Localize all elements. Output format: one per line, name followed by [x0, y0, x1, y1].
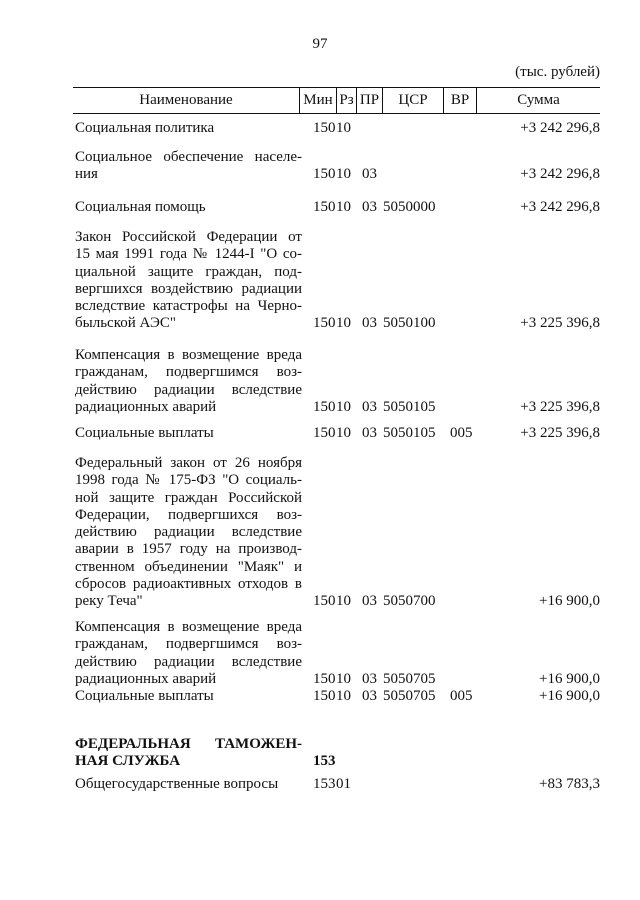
header-pr: ПР — [357, 88, 383, 113]
header-min: Мин — [300, 88, 337, 113]
cell-sum: +16 900,0 — [539, 670, 600, 687]
cell-pr: 03 — [362, 425, 377, 441]
cell-rz: 10 — [336, 199, 351, 215]
row-name-line: Закон Российской Федерации от — [75, 229, 302, 245]
header-vr: ВР — [444, 88, 477, 113]
table-row — [75, 425, 600, 442]
cell-rz: 01 — [336, 776, 351, 792]
cell-sum: +3 225 396,8 — [520, 315, 600, 332]
row-name-line: ФЕДЕРАЛЬНАЯ ТАМОЖЕН- — [75, 736, 302, 752]
page-number: 97 — [312, 36, 328, 52]
row-name — [75, 199, 302, 216]
header-name: Наименование — [73, 88, 300, 113]
row-name-line: Компенсация в возмещение вреда — [75, 619, 302, 635]
cell-rz: 10 — [336, 688, 351, 704]
cell-sum: +16 900,0 — [539, 688, 600, 704]
row-name-line: гражданам, подвергшимся воз- — [75, 636, 302, 653]
cell-pr: 03 — [362, 398, 377, 415]
row-name-line: Федеральный закон от 26 ноября — [75, 455, 302, 471]
cell-sum: +3 225 396,8 — [520, 398, 600, 415]
cell-rz: 10 — [336, 398, 351, 415]
cell-csr: 5050000 — [383, 199, 436, 215]
row-name — [75, 619, 302, 688]
row-name — [75, 736, 302, 771]
cell-pr: 03 — [362, 688, 377, 704]
row-name — [75, 120, 302, 137]
table-row — [75, 736, 600, 771]
cell-min: 150 — [313, 398, 336, 415]
row-name — [75, 347, 302, 416]
row-name-line: реку Теча" — [75, 593, 143, 610]
row-name — [75, 149, 302, 184]
row-name-line: ной защите граждан Российской — [75, 489, 302, 506]
row-name-line: быльской АЭС" — [75, 315, 176, 332]
row-name-line: ственном объединении "Маяк" и — [75, 558, 302, 575]
cell-pr: 03 — [362, 199, 377, 215]
row-name-line: Социальная помощь — [75, 199, 206, 215]
row-name-line: гражданам, подвергшимся воз- — [75, 364, 302, 381]
table-row — [75, 619, 600, 688]
row-name-line: Компенсация в возмещение вреда — [75, 347, 302, 363]
row-name-line: аварии в 1957 году на производ- — [75, 541, 302, 558]
cell-csr: 5050100 — [383, 315, 436, 332]
row-name-line: Общегосударственные вопросы — [75, 776, 279, 792]
row-name-line: радиационных аварий — [75, 670, 217, 687]
header-sum: Сумма — [517, 92, 560, 108]
cell-sum: +16 900,0 — [539, 593, 600, 610]
cell-min: 153 — [313, 753, 336, 770]
cell-min: 150 — [313, 120, 336, 136]
cell-sum: +83 783,3 — [539, 776, 600, 792]
row-name-line: действию радиации вследствие — [75, 381, 302, 398]
cell-rz: 10 — [336, 120, 351, 136]
row-name-line: НАЯ СЛУЖБА — [75, 753, 181, 770]
cell-rz: 10 — [336, 166, 351, 183]
table-row — [75, 455, 600, 611]
cell-rz: 10 — [336, 593, 351, 610]
cell-csr: 5050705 — [383, 688, 436, 704]
row-name-line: ния — [75, 166, 98, 183]
row-name-line: радиационных аварий — [75, 398, 217, 415]
row-name-line: вследствие катастрофы на Черно- — [75, 298, 302, 315]
row-name-line: Социальные выплаты — [75, 688, 214, 704]
row-name-line: действию радиации вследствие — [75, 524, 302, 541]
cell-csr: 5050105 — [383, 425, 436, 441]
row-name-line: Социальные выплаты — [75, 425, 214, 441]
cell-sum: +3 242 296,8 — [520, 199, 600, 215]
row-name — [75, 688, 302, 705]
table-row — [75, 688, 600, 705]
row-name-line: Социальная политика — [75, 120, 215, 136]
units-label: (тыс. рублей) — [515, 64, 600, 80]
cell-rz: 10 — [336, 425, 351, 441]
row-name-line: сбросов радиоактивных отходов в — [75, 576, 302, 593]
row-name-line: Федерации, подвергшихся воз- — [75, 506, 302, 523]
row-name-line: 1998 года № 175-ФЗ "О социаль- — [75, 472, 302, 489]
cell-sum: +3 225 396,8 — [520, 425, 600, 441]
row-name-line: 15 мая 1991 года № 1244-I "О со- — [75, 246, 302, 263]
cell-sum: +3 242 296,8 — [520, 166, 600, 183]
row-name-line: циальной защите граждан, под- — [75, 263, 302, 280]
cell-csr: 5050705 — [383, 670, 436, 687]
cell-rz: 10 — [336, 315, 351, 332]
row-name-line: действию радиации вследствие — [75, 653, 302, 670]
cell-min: 150 — [313, 593, 336, 610]
table-row — [75, 120, 600, 137]
cell-min: 150 — [313, 688, 336, 704]
row-name-line: Социальное обеспечение населе- — [75, 149, 302, 165]
cell-csr: 5050105 — [383, 398, 436, 415]
table-row — [75, 229, 600, 333]
cell-min: 150 — [313, 425, 336, 441]
row-name — [75, 229, 302, 333]
cell-min: 150 — [313, 315, 336, 332]
table-row — [75, 347, 600, 416]
table-header — [73, 87, 600, 114]
row-name — [75, 455, 302, 611]
cell-min: 150 — [313, 166, 336, 183]
header-rz: Рз — [337, 88, 357, 113]
cell-sum: +3 242 296,8 — [520, 120, 600, 136]
row-name — [75, 425, 302, 442]
cell-pr: 03 — [362, 315, 377, 332]
table-row — [75, 199, 600, 216]
row-name-line: вергшихся воздействию радиации — [75, 280, 302, 297]
cell-pr: 03 — [362, 593, 377, 610]
table-row — [75, 776, 600, 793]
cell-rz: 10 — [336, 670, 351, 687]
cell-pr: 03 — [362, 670, 377, 687]
header-csr: ЦСР — [383, 88, 444, 113]
cell-min: 153 — [313, 776, 336, 792]
cell-vr: 005 — [450, 425, 473, 441]
cell-pr: 03 — [362, 166, 377, 183]
cell-min: 150 — [313, 199, 336, 215]
cell-vr: 005 — [450, 688, 473, 704]
table-row — [75, 149, 600, 184]
cell-min: 150 — [313, 670, 336, 687]
cell-csr: 5050700 — [383, 593, 436, 610]
row-name — [75, 776, 302, 793]
